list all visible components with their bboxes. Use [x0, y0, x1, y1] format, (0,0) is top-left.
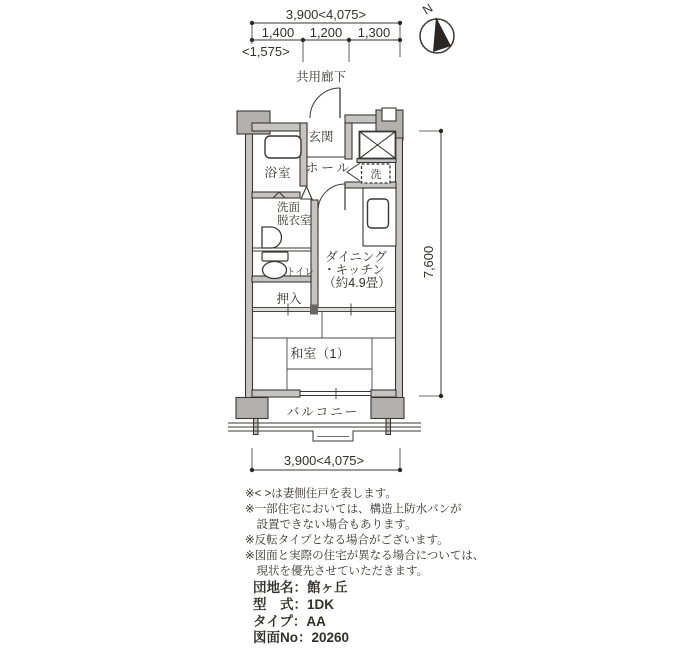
label-hall: ホール	[305, 161, 353, 175]
pillar-bottom-left	[236, 398, 268, 419]
label-closet: 押入	[276, 292, 302, 306]
label-japanese-room: 和室（1）	[290, 346, 350, 361]
pillar-bottom-right	[371, 398, 404, 419]
dim-bottom-total: 3,900<4,075>	[283, 453, 365, 468]
wall-bottom-right	[371, 390, 396, 397]
compass-north-label: N	[420, 0, 436, 18]
dim-top-seg2: 1,200	[309, 25, 343, 40]
label-bathroom: 浴室	[264, 166, 292, 180]
note-line: 現状を優先させていただきます。	[245, 565, 429, 578]
label-dk-1: ダイニング	[325, 250, 387, 264]
info-estate-name: 団地名：館ヶ丘	[253, 580, 348, 595]
note-line: 設置できない場合もあります。	[245, 519, 417, 531]
washbasin	[262, 227, 282, 248]
dim-top-total: 3,900<4,075>	[285, 7, 367, 22]
notes-block	[245, 486, 484, 578]
dim-top-seg1: 1,400	[261, 25, 295, 40]
wall-entrance-right	[345, 123, 352, 159]
label-washer: 洗	[370, 169, 382, 181]
label-corridor: 共用廊下	[295, 70, 347, 84]
dim-top-sub: <1,575>	[242, 44, 290, 59]
wall-left	[246, 131, 253, 400]
note-line: ※反転タイプとなる場合がございます。	[245, 534, 449, 547]
wall-top-left	[252, 123, 307, 131]
north-compass	[420, 1, 454, 53]
info-block	[253, 579, 349, 645]
dim-top-seg3: 1,300	[357, 25, 391, 40]
label-toilet: トイレ	[285, 267, 315, 278]
pillar-notch	[382, 108, 396, 121]
info-plan-type: タイプ：AA	[253, 614, 326, 629]
label-washroom-2: 脱衣室	[277, 215, 312, 227]
info-drawing-no: 図面No：20260	[253, 630, 350, 645]
label-dk-2: ・キッチン	[323, 263, 385, 277]
note-line: ※< >は妻側住戸を表します。	[245, 488, 397, 500]
info-type: 型 式：1DK	[253, 597, 335, 612]
wall-bottom-left	[252, 390, 300, 397]
toilet-tank	[262, 252, 288, 261]
dim-right-height: 7,600	[421, 245, 436, 279]
note-line: ※図面と実際の住宅が異なる場合については、	[245, 550, 485, 562]
wall-right	[396, 138, 403, 400]
label-entrance: 玄関	[308, 130, 334, 144]
bathtub	[265, 136, 301, 158]
label-washroom-1: 洗面	[277, 202, 300, 214]
label-balcony: バルコニー	[286, 405, 360, 419]
note-line: ※一部住宅においては、構造上防水パンが	[245, 503, 462, 516]
kitchen-sink	[368, 199, 389, 228]
label-dk-3: （約4.9畳）	[323, 276, 391, 290]
toilet-bowl	[263, 262, 287, 279]
wall-washroom-right	[311, 200, 318, 309]
wall-top-right	[345, 115, 378, 123]
washroom-folding-door	[301, 187, 312, 200]
